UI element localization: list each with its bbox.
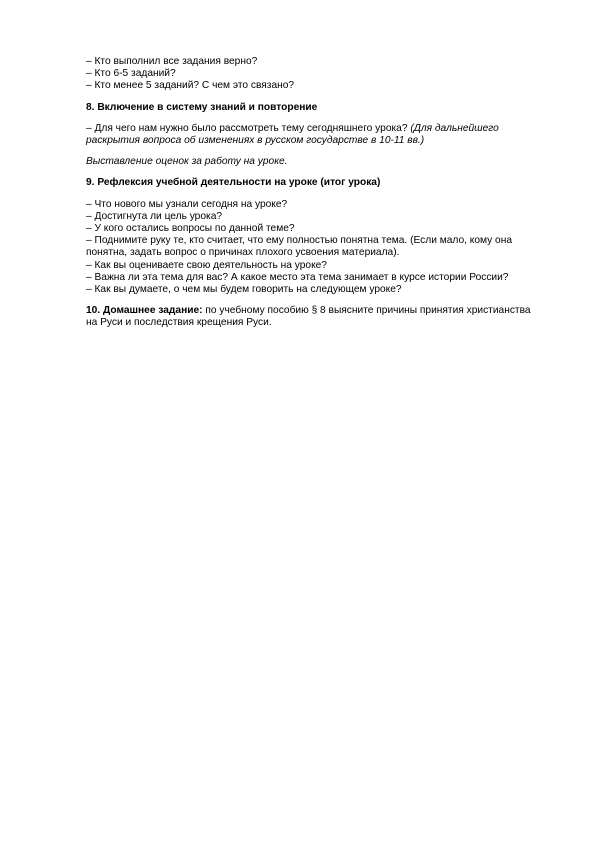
reflection-line: – Как вы думаете, о чем мы будем говорить на следующем уроке? bbox=[86, 284, 402, 296]
homework-line bbox=[86, 305, 556, 317]
section-8-line bbox=[86, 135, 556, 147]
section-8-italic-text: (Для дальнейшего bbox=[410, 122, 499, 134]
reflection-line: – Поднимите руку те, кто считает, что ему полностью понятна тема. (Если мало, кому она bbox=[86, 235, 513, 247]
homework-label: 10. Домашнее задание: bbox=[86, 305, 203, 317]
reflection-line: – У кого остались вопросы по данной теме? bbox=[86, 223, 295, 235]
reflection-line: – Как вы оцениваете свою деятельность на уроке? bbox=[86, 259, 327, 271]
section-8-heading: 8. Включение в систему знаний и повторение bbox=[86, 101, 318, 113]
grading-note: Выставление оценок за работу на уроке. bbox=[86, 156, 288, 168]
section-9-list bbox=[86, 199, 556, 297]
section-8-italic-text: раскрытия вопроса об изменениях в русском государстве в 10-11 вв.) bbox=[86, 135, 425, 147]
section-10-homework bbox=[86, 305, 556, 329]
section-8-plain-text: – Для чего нам нужно было рассмотреть тему сегодняшнего урока? bbox=[86, 122, 411, 134]
document-page bbox=[86, 56, 556, 339]
reflection-line: – Достигнута ли цель урока? bbox=[86, 210, 223, 222]
section-8-line bbox=[86, 123, 556, 135]
section-9-heading: 9. Рефлексия учебной деятельности на уроке (итог урока) bbox=[86, 177, 381, 189]
question-line: – Кто 6-5 заданий? bbox=[86, 68, 176, 80]
reflection-line: понятна, задать вопрос о причинах плохого усвоения материала). bbox=[86, 247, 400, 259]
question-line: – Кто выполнил все задания верно? bbox=[86, 56, 258, 67]
question-line: – Кто менее 5 заданий? С чем это связано? bbox=[86, 80, 295, 92]
homework-line: на Руси и последствия крещения Руси. bbox=[86, 317, 272, 329]
homework-text: по учебному пособию § 8 выясните причины принятия христианства bbox=[202, 305, 531, 317]
section-8-paragraph bbox=[86, 123, 556, 147]
intro-questions bbox=[86, 56, 556, 93]
reflection-line: – Что нового мы узнали сегодня на уроке? bbox=[86, 198, 288, 210]
reflection-line: – Важна ли эта тема для вас? А какое место эта тема занимает в курсе истории России? bbox=[86, 271, 509, 283]
